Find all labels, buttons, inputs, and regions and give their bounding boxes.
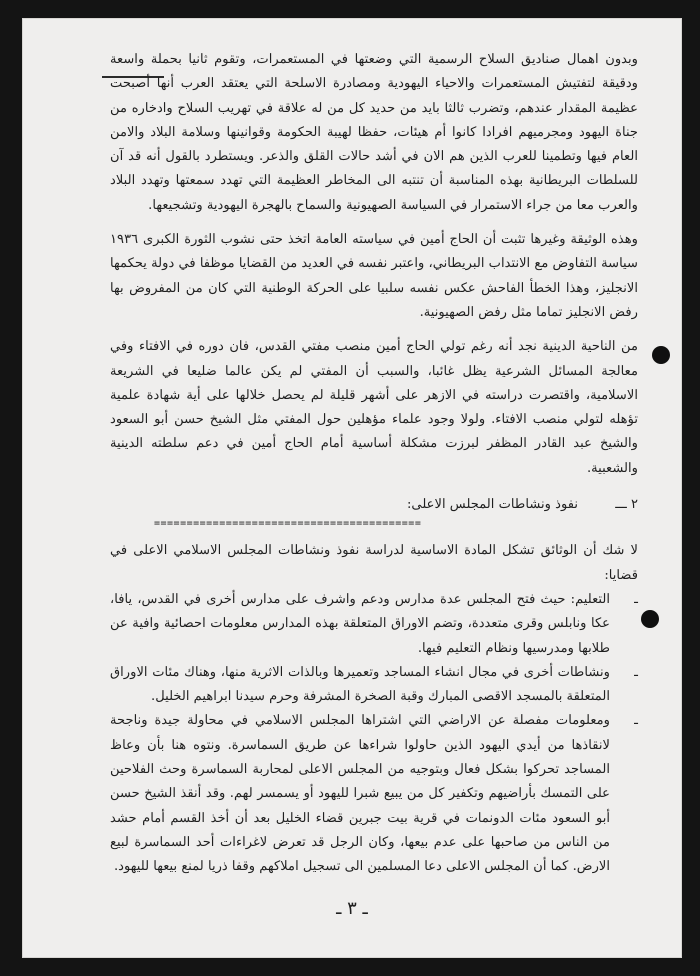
list-item-text: التعليم: حيث فتح المجلس عدة مدارس ودعم واشرف على مدارس أخرى في القدس، يافا، عكا ونابلس وقرى متعددة، وتضم الاوراق المتعلقة بهذه المدارس معلومات احصائية وافية عن طلابها ومدرسيها ونظام التعليم فيها.	[110, 591, 610, 656]
list-dash: ـ	[634, 713, 638, 729]
punch-hole-top	[652, 346, 670, 364]
list-item	[110, 709, 638, 879]
list-dash: ـ	[634, 591, 638, 607]
paragraph-1: وبدون اهمال صناديق السلاح الرسمية التي وضعتها في المستعمرات، وتقوم ثانيا بحملة واسعة ودقيقة لتفتيش المستعمرات والاحياء اليهودية ومصادرة الاسلحة التي يعتقد العرب أنها أصبحت عظيمة المقدار عندهم، وتضرب ثالثا بايد من حديد كل من له علاقة في تهريب السلاح وادخاره من جناة اليهود ومجرميهم افرادا كانوا أم هيئات، حفظا لهيبة الحكومة وقوانينها وسلامة البلاد والامن العام فيها وتطمينا للعرب الذين هم الان في أشد حالات القلق والذعر. ويستطرد بالقول أنه قد آن للسلطات البريطانية بهذه المناسبة أن تنتبه الى المخاطر العظيمة التي تهدد سمعتها وتهدد البلاد والعرب معا من جراء الاستمرار في السياسة الصهيونية والسماح بالهجرة اليهودية وتشجيعها.	[110, 52, 638, 213]
document-page	[22, 18, 682, 958]
section-underline: =========================================	[154, 518, 422, 530]
document-body	[110, 48, 638, 880]
list-dash: ـ	[634, 664, 638, 680]
list-item	[110, 588, 638, 661]
punch-hole-bottom	[641, 610, 659, 628]
section-title: نفوذ ونشاطات المجلس الاعلى:	[407, 497, 578, 513]
section-heading	[110, 493, 638, 517]
paragraph-2: وهذه الوثيقة وغيرها تثبت أن الحاج أمين في سياسته العامة اتخذ حتى نشوب الثورة الكبرى ١٩٣٦ سياسة التفاوض مع الانتداب البريطاني، واعتبر نفسه في العديد من القضايا موظفا في دولة يحكمها الانجليز، وهذا الخطأ الفاحش عكس نفسه سلبيا على الحركة الوطنية التي كان من المفروض بها رفض الانجليز تماما مثل رفض الصهيونية.	[110, 232, 638, 320]
list-item-text: ومعلومات مفصلة عن الاراضي التي اشتراها المجلس الاسلامي في محاولة جيدة وناجحة لانقاذها من أيدي اليهود الذين حاولوا شراءها عن طريق السماسرة. ونتوه هنا بأن وعاظ المساجد تحركوا بشكل فعال وبتوجيه من المجلس الاعلى لمحاربة السماسرة وحث الفلاحين على التمسك بأراضيهم وتكفير كل من يبيع شبرا لليهود أو يسمسر لهم. وقد أنقذ الشيخ حسن أبو السعود مئات الدونمات في قرية بيت جبرين قضاء الخليل بعد أن أخذ القسم أمام حشد من الناس من صاحبها على عدم بيعها، وكان الرجل قد تعرض لاغراءات أحد السماسرة لبيع الارض. كما أن المجلس الاعلى دعا المسلمين الى تسجيل املاكهم وقفا ذريا لمنع بيعها لليهود.	[110, 713, 610, 875]
list-item-text: ونشاطات أخرى في مجال انشاء المساجد وتعميرها وبالذات الاثرية منها، وهناك مئات الاوراق المتعلقة بالمسجد الاقصى المبارك وقبة الصخرة المشرفة وحرم سيدنا ابراهيم الخليل.	[110, 664, 610, 705]
page-number: ـ ٣ ـ	[336, 898, 368, 919]
section-intro: لا شك أن الوثائق تشكل المادة الاساسية لدراسة نفوذ ونشاطات المجلس الاسلامي الاعلى في قضايا:	[110, 543, 638, 583]
section-number: ٢ ـــ	[615, 497, 638, 513]
paragraph-3: من الناحية الدينية نجد أنه رغم تولي الحاج أمين منصب مفتي القدس، فان دوره في الافتاء وفي معالجة المسائل الشرعية يظل غائبا، والسبب أن المفتي لم يكن عالما ضليعا في الشريعة الاسلامية، واقتصرت دراسته في الازهر على أشهر قليلة لم يحصل خلالها على أية شهادة علمية تؤهله لتولي منصب الافتاء. ولولا وجود علماء مؤهلين حول المفتي مثل الشيخ حسن أبو السعود والشيخ عبد القادر المظفر لبرزت مشكلة أساسية أمام الحاج أمين في دعم سلطته الدينية والشعبية.	[110, 339, 638, 476]
list-item	[110, 661, 638, 710]
